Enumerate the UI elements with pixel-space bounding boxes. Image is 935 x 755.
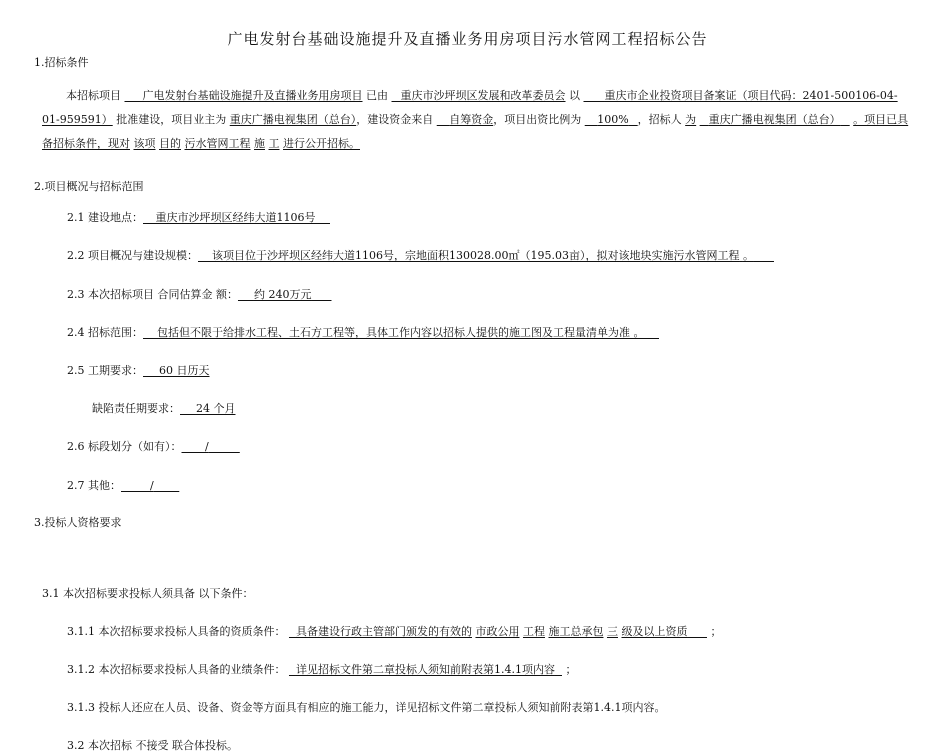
row-2-2: 2.2 项目概况与建设规模： 该项目位于沙坪坝区经纬大道1106号，宗地面积130028.00㎡（195.03亩），拟对该地块实施污水管网工程 。_ __ xyxy=(67,249,774,262)
s1-text: ，项目出资比例为 xyxy=(493,113,582,126)
s1-text: 进行公开招标。 xyxy=(283,137,360,150)
project-name: __ 广电发射台基础设施提升及直播业务用房项目 xyxy=(124,89,363,102)
approval-doc: 重庆市企业投资项目备案证（项目代码：2401-500106-04-01-959591） xyxy=(42,89,898,126)
fund-source: _ 自筹资金 xyxy=(436,113,494,126)
s1-text: ，招标人 xyxy=(637,113,682,126)
row-3-1-3: 3.1.3 投标人还应在人员、设备、资金等方面具有相应的施工能力，详见招标文件第二章投标人须知前附表第1.4.1项内容。 xyxy=(67,701,666,714)
row-3-1-2: 3.1.2 本次招标要求投标人具备的业绩条件： 详见招标文件第二章投标人须知前附表第1.4.1项内容 ； xyxy=(67,663,577,676)
owner: 重庆广播电视集团（总台） xyxy=(229,113,357,126)
row-2-5: 2.5 工期要求： _ 60 日历天 xyxy=(67,364,210,377)
section-1-heading: 1.招标条件 xyxy=(34,56,89,69)
scope-a: 该项 xyxy=(133,137,156,150)
s1-text: 本招标项目 xyxy=(66,89,121,102)
s1-text: 为 xyxy=(685,113,697,126)
row-3-1: 3.1 本次招标要求投标人须具备 以下条件： xyxy=(42,587,254,600)
s1-text: 已由 xyxy=(366,89,388,102)
scope-b: 目的 xyxy=(159,137,181,150)
investment-ratio: _ 100% _ xyxy=(584,113,638,126)
row-defect-period: 缺陷责任期要求： _ 24 个月 xyxy=(92,402,236,415)
scope-e: 工 xyxy=(268,137,280,150)
s1-text: ，建设资金来自 xyxy=(356,113,434,126)
scope-c: 污水管网工程 xyxy=(184,137,251,150)
row-3-1-1: 3.1.1 本次招标要求投标人具备的资质条件： 具备建设行政主管部门颁发的有效的 市政公用 工程 施工总承包 三 级及以上资质 _ ； xyxy=(67,625,722,638)
row-3-2: 3.2 本次招标 不接受 联合体投标。 xyxy=(67,739,238,752)
tenderer: _ 重庆广播电视集团（总台） _ xyxy=(699,113,850,126)
section-2-heading: 2.项目概况与招标范围 xyxy=(34,180,144,193)
section-3-heading: 3.投标人资格要求 xyxy=(34,516,122,529)
approver: _ 重庆市沙坪坝区发展和改革委员会 xyxy=(391,89,566,102)
row-2-4: 2.4 招标范围： 包括但不限于给排水工程、土石方工程等，具体工作内容以招标人提供的施工图及工程量清单为准 。 __ xyxy=(67,326,659,339)
section-1-paragraph xyxy=(42,84,912,156)
s1-text: 批准建设，项目业主为 xyxy=(116,113,227,126)
page-title: 广电发射台基础设施提升及直播业务用房项目污水管网工程招标公告 xyxy=(227,30,708,48)
scope-d: 施 xyxy=(254,137,265,150)
row-2-7: 2.7 其他： ____ / ____ xyxy=(67,479,180,492)
row-2-1: 2.1 建设地点： _ 重庆市沙坪坝区经纬大道1106号 __ xyxy=(67,211,330,224)
row-2-3: 2.3 本次招标项目 合同估算金 额： _ 约 240万元 ___ xyxy=(67,288,332,301)
s1-text: 。项目已具备招标条件，现对 xyxy=(42,113,909,150)
row-2-6: 2.6 标段划分（如有）： ___ / _____ xyxy=(67,440,240,453)
s1-text: 以 xyxy=(569,89,580,102)
